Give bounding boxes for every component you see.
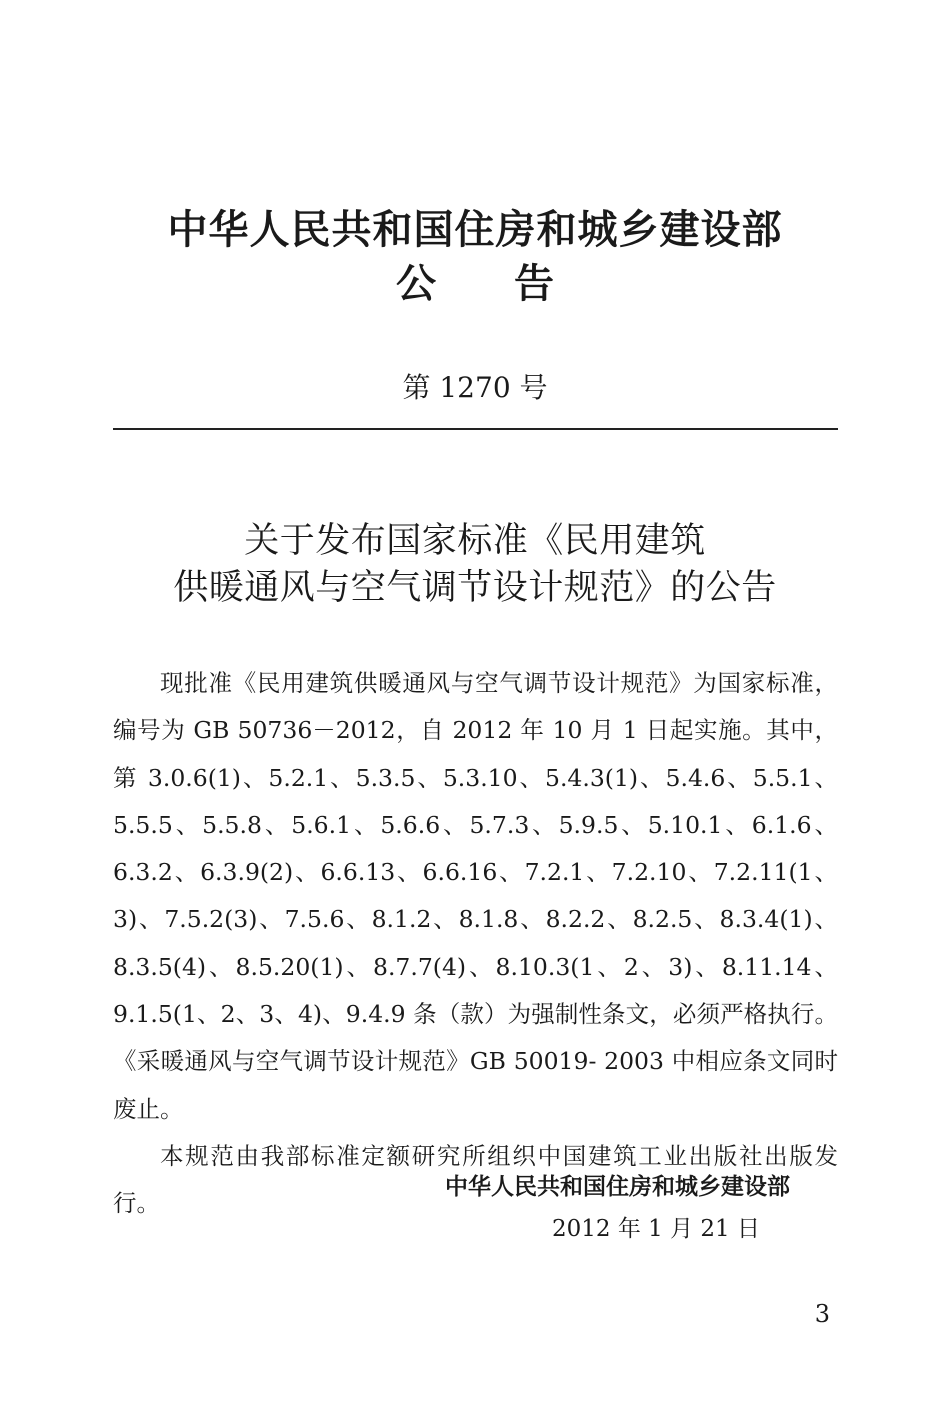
document-number: 第 1270 号 xyxy=(402,371,548,404)
page-number: 3 xyxy=(814,1300,830,1328)
announcement-body xyxy=(113,660,838,1228)
header-divider xyxy=(113,428,838,430)
announcement-title-line-2: 供暖通风与空气调节设计规范》的公告 xyxy=(173,568,777,608)
body-paragraph-2: 本规范由我部标准定额研究所组织中国建筑工业出版社出版发行。 xyxy=(113,1141,838,1218)
ministry-title: 中华人民共和国住房和城乡建设部 xyxy=(167,207,783,253)
announcement-label: 公告 xyxy=(396,261,632,307)
issuer-signature: 中华人民共和国住房和城乡建设部 xyxy=(445,1174,790,1200)
announcement-title-line-1: 关于发布国家标准《民用建筑 xyxy=(244,521,706,561)
body-paragraph-1: 现批准《民用建筑供暖通风与空气调节设计规范》为国家标准，编号为 GB 50736－2012，自 2012 年 10 月 1 日起实施。其中，第 3.0.6(1)、5.2.1、5.3.5、5.3.10、5.4.3(1)、5.4.6、5.5.1、5.5.5、5.5.8、5.6.1、5.6.6、5.7.3、5.9.5、5.10.1、6.1.6、6.3.2、6.3.9(2)、6.6.13、6.6.16、7.2.1、7.2.10、7.2.11(1、3)、7.5.2(3)、7.5.6、8.1.2、8.1.8、8.2.2、8.2.5、8.3.4(1)、8.3.5(4)、8.5.20(1)、8.7.7(4)、8.10.3(1、2、3)、8.11.14、9.1.5(1、2、3、4)、9.4.9 条（款）为强制性条文，必须严格执行。《采暖通风与空气调节设计规范》GB 50019- 2003 中相应条文同时废止。 xyxy=(113,669,838,1123)
issue-date: 2012 年 1 月 21 日 xyxy=(552,1216,760,1242)
